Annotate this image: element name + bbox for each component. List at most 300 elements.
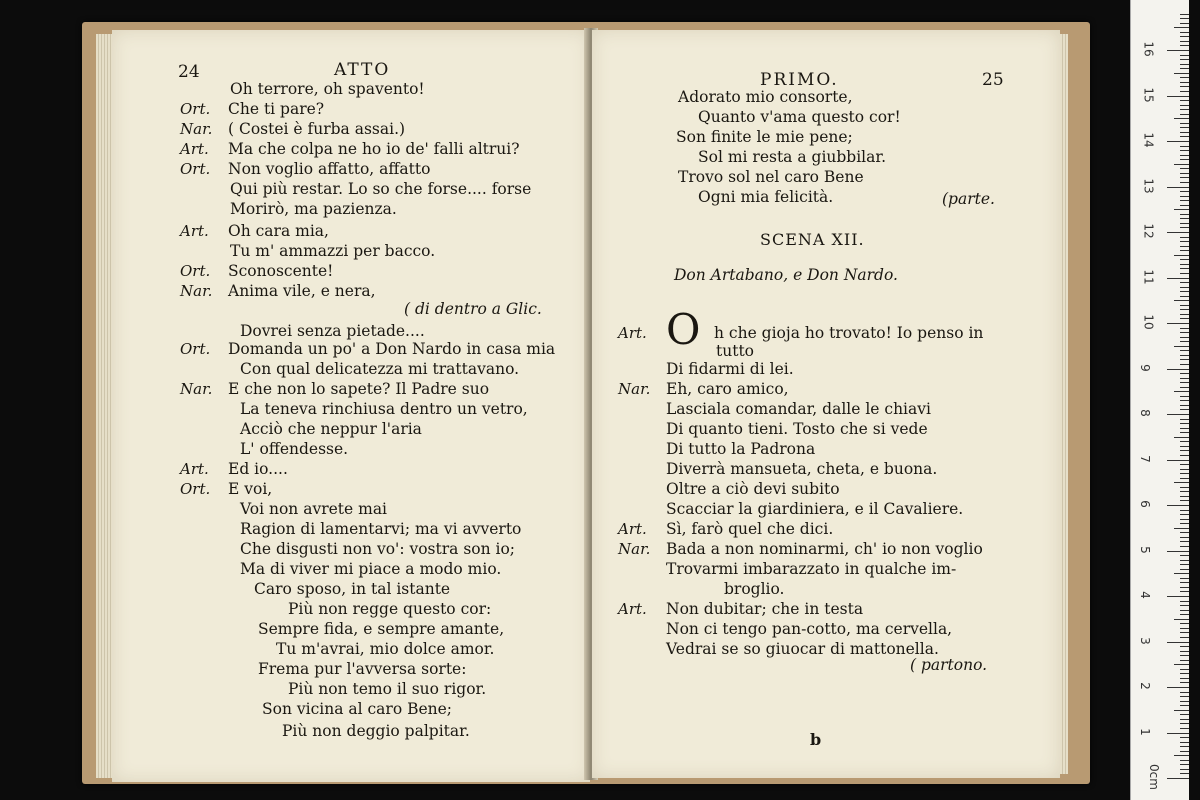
text-line [240,322,425,341]
line-text: Morirò, ma pazienza. [230,200,397,218]
ruler-tick [1180,669,1189,670]
ruler-tick [1167,687,1189,688]
drop-cap: O [666,305,701,354]
text-line [230,180,531,199]
ruler-number: 8 [1137,409,1152,417]
line-text: Qui più restar. Lo so che forse.... forse [230,180,532,198]
ruler-tick [1180,282,1189,283]
ruler-tick [1180,673,1189,674]
stage-direction: ( partono. [910,656,988,674]
line-text: Acciò che neppur l'aria [240,420,422,438]
ruler-tick [1180,305,1189,306]
speaker-label: Ort. [180,262,211,280]
text-line [288,600,491,619]
ruler-tick [1180,314,1189,315]
line-text: Tu m' ammazzi per bacco. [230,242,436,260]
speaker-label: Nar. [618,540,651,558]
ruler-tick [1180,182,1189,183]
text-line [666,480,840,499]
ruler-tick [1180,655,1189,656]
ruler-tick [1180,510,1189,511]
ruler-tick [1180,250,1189,251]
ruler-tick [1180,341,1189,342]
ruler-tick [1174,164,1189,165]
text-line [180,160,430,179]
ruler-number: 11 [1141,268,1156,285]
ruler-tick [1180,59,1189,60]
line-text: Ed io.... [228,460,288,478]
ruler-tick [1180,159,1189,160]
ruler-tick [1180,432,1189,433]
ruler-tick [1180,77,1189,78]
text-line [180,282,376,301]
ruler-tick [1180,132,1189,133]
ruler-tick [1180,396,1189,397]
ruler-tick [1180,173,1189,174]
ruler-tick [1167,369,1189,370]
ruler-number: 1 [1137,727,1152,736]
text-line [288,680,486,699]
scene-characters: Don Artabano, e Don Nardo. [674,266,898,284]
ruler-number: 16 [1141,41,1156,57]
ruler-tick [1174,664,1189,665]
line-text: Lasciala comandar, dalle le chiavi [666,400,931,418]
ruler-tick [1174,73,1189,74]
ruler-tick [1180,519,1189,520]
ruler-tick [1180,214,1189,215]
measuring-ruler [1130,0,1189,800]
ruler-tick [1180,587,1189,588]
ruler-tick [1180,419,1189,420]
text-line: Son finite le mie pene; [676,128,853,146]
ruler-tick [1180,555,1189,556]
text-line [180,100,324,119]
ruler-number: 3 [1137,636,1152,645]
ruler-tick [1180,45,1189,46]
ruler-tick [1180,355,1189,356]
ruler-tick [1180,705,1189,706]
ruler-tick [1167,187,1189,188]
ruler-tick [1180,428,1189,429]
text-line [180,140,520,159]
ruler-tick [1174,118,1189,119]
text-line [180,120,405,139]
ruler-tick [1180,237,1189,238]
line-text: Vedrai se so giuocar di mattonella. [666,640,939,658]
ruler-tick [1180,605,1189,606]
line-text: Oltre a ciò devi subito [666,480,840,498]
line-text: Di tutto la Padrona [666,440,816,458]
speaker-label: Art. [618,520,647,538]
right-page [592,30,1060,778]
text-line [618,600,863,619]
ruler-tick [1174,528,1189,529]
ruler-tick [1180,723,1189,724]
text-line [666,460,937,479]
ruler-tick [1180,469,1189,470]
ruler-tick [1180,478,1189,479]
line-text: Con qual delicatezza mi trattavano. [240,360,520,378]
ruler-tick [1180,291,1189,292]
ruler-tick [1180,309,1189,310]
ruler-tick [1180,100,1189,101]
ruler-tick [1180,637,1189,638]
ruler-tick [1180,55,1189,56]
ruler-tick [1180,337,1189,338]
text-line [240,400,528,419]
line-text: Più non temo il suo rigor. [288,680,487,698]
ruler-tick [1180,719,1189,720]
ruler-tick [1180,364,1189,365]
ruler-tick [1180,610,1189,611]
line-text: Tu m'avrai, mio dolce amor. [276,640,495,658]
ruler-tick [1180,532,1189,533]
signature-mark: b [810,730,822,749]
text-line [276,640,494,659]
ruler-tick [1174,209,1189,210]
line-text: L' offendesse. [240,440,349,458]
ruler-tick [1180,546,1189,547]
text-line [180,460,288,479]
ruler-tick [1180,455,1189,456]
ruler-number: 5 [1137,545,1152,554]
ruler-tick [1180,227,1189,228]
ruler-tick [1180,146,1189,147]
ruler-tick [1180,601,1189,602]
ruler-tick [1180,168,1189,169]
speaker-label: Art. [618,600,647,618]
ruler-tick [1180,660,1189,661]
ruler-tick [1180,387,1189,388]
text-line: Sol mi resta a giubbilar. [698,148,887,166]
text-line [666,420,928,439]
ruler-tick [1180,701,1189,702]
ruler-tick [1174,346,1189,347]
ruler-tick [1180,218,1189,219]
line-text: broglio. [724,580,785,598]
ruler-tick [1180,350,1189,351]
left-page [112,30,590,782]
text-line [180,262,333,281]
text-line [240,420,422,439]
ruler-tick [1180,614,1189,615]
text-line [666,640,939,659]
text-line [666,560,956,579]
ruler-tick [1180,737,1189,738]
line-text: Sì, farò quel che dici. [666,520,834,538]
ruler-tick [1180,36,1189,37]
text-line [230,80,425,99]
ruler-tick [1180,64,1189,65]
ruler-tick [1180,41,1189,42]
page-number: 25 [982,70,1004,90]
text-line [240,560,501,579]
speaker-label: Ort. [180,100,211,118]
ruler-tick [1167,596,1189,597]
line-text: Frema pur l'avversa sorte: [258,660,467,678]
ruler-tick [1180,578,1189,579]
ruler-tick [1180,23,1189,24]
ruler-tick [1180,487,1189,488]
ruler-tick [1180,259,1189,260]
line-text: La teneva rinchiusa dentro un vetro, [240,400,528,418]
ruler-tick [1180,68,1189,69]
text-line [180,480,272,499]
speaker-label: Nar. [180,282,213,300]
line-text: Ma che colpa ne ho io de' falli altrui? [228,140,520,158]
line-text: Voi non avrete mai [240,500,388,518]
text-line [716,342,754,361]
ruler-tick [1180,400,1189,401]
ruler-tick [1174,437,1189,438]
ruler-tick [1180,523,1189,524]
text-line [666,440,815,459]
ruler-number: 15 [1141,86,1156,103]
ruler-tick [1180,268,1189,269]
ruler-tick [1180,450,1189,451]
ruler-tick [1167,414,1189,415]
ruler-tick [1180,91,1189,92]
text-line [240,500,387,519]
line-text: Ma di viver mi piace a modo mio. [240,560,502,578]
ruler-tick [1180,246,1189,247]
ruler-tick [1180,632,1189,633]
ruler-tick [1180,287,1189,288]
ruler-number: 4 [1137,591,1152,599]
ruler-tick [1180,696,1189,697]
text-line [404,300,542,319]
text-line [240,360,519,379]
ruler-tick [1180,105,1189,106]
ruler-tick [1180,491,1189,492]
ruler-tick [1180,14,1189,15]
ruler-tick [1180,496,1189,497]
ruler-tick [1180,223,1189,224]
ruler-tick [1180,378,1189,379]
line-text: Son vicina al caro Bene; [262,700,453,718]
ruler-number: 7 [1137,454,1152,463]
line-text: Domanda un po' a Don Nardo in casa mia [228,340,556,358]
line-text: Di quanto tieni. Tosto che si vede [666,420,928,438]
text-line [666,400,931,419]
ruler-tick [1167,141,1189,142]
ruler-tick [1180,109,1189,110]
ruler-tick [1174,27,1189,28]
speaker-label: Nar. [180,380,213,398]
speaker-label: Ort. [180,480,211,498]
speaker-label: Nar. [180,120,213,138]
ruler-tick [1167,323,1189,324]
ruler-tick [1180,86,1189,87]
ruler-tick [1180,82,1189,83]
speaker-label: Art. [180,460,209,478]
ruler-tick [1174,755,1189,756]
ruler-tick [1180,155,1189,156]
text-line: Quanto v'ama questo cor! [698,108,901,126]
line-text: tutto [716,342,755,360]
running-header: ATTO [334,60,391,80]
line-text: Più non deggio palpitar. [282,722,470,740]
ruler-tick [1174,391,1189,392]
speaker-label: Ort. [180,340,211,358]
text-line: Adorato mio consorte, [678,88,853,106]
ruler-tick [1180,273,1189,274]
line-text: Che ti pare? [228,100,325,118]
ruler-tick [1180,591,1189,592]
speaker-label: Art. [180,140,209,158]
ruler-tick [1180,769,1189,770]
text-line [258,620,504,639]
text-line [262,700,452,719]
line-text: Non ci tengo pan-cotto, ma cervella, [666,620,953,638]
ruler-tick [1180,678,1189,679]
text-line [666,620,952,639]
text-line [618,380,789,399]
ruler-tick [1167,96,1189,97]
ruler-tick [1180,241,1189,242]
line-text: Scacciar la giardiniera, e il Cavaliere. [666,500,964,518]
line-text: Non dubitar; che in testa [666,600,864,618]
line-text: Bada a non nominarmi, ch' io non voglio [666,540,983,558]
text-line [180,340,555,359]
ruler-tick [1180,127,1189,128]
ruler-tick [1180,177,1189,178]
ruler-tick [1180,423,1189,424]
ruler-tick [1180,200,1189,201]
ruler-tick [1180,728,1189,729]
ruler-tick [1180,560,1189,561]
text-line [230,242,435,261]
text-line [666,360,794,379]
text-line [282,722,470,741]
line-text: Eh, caro amico, [666,380,789,398]
line-text: Oh cara mia, [228,222,329,240]
ruler-number: 0cm [1146,764,1161,790]
ruler-tick [1180,123,1189,124]
ruler-tick [1180,623,1189,624]
line-text: Più non regge questo cor: [288,600,492,618]
ruler-tick [1180,373,1189,374]
line-text: Dovrei senza pietade.... [240,322,425,340]
line-text: Oh terrore, oh spavento! [230,80,425,98]
text-line [180,380,489,399]
stage-direction: (parte. [942,190,995,208]
line-text: E voi, [228,480,273,498]
ruler-tick [1180,582,1189,583]
ruler-tick [1180,751,1189,752]
ruler-tick [1180,441,1189,442]
line-text: Trovarmi imbarazzato in qualche im- [666,560,957,578]
line-text: Non voglio affatto, affatto [228,160,431,178]
line-text: ( di dentro a Glic. [404,300,542,318]
ruler-tick [1180,541,1189,542]
text-line [240,540,515,559]
ruler-tick [1180,742,1189,743]
ruler-tick [1180,191,1189,192]
ruler-tick [1180,264,1189,265]
text-line [618,324,983,343]
ruler-number: 14 [1141,132,1156,148]
ruler-tick [1180,405,1189,406]
ruler-tick [1180,18,1189,19]
ruler-tick [1180,760,1189,761]
ruler-tick [1174,710,1189,711]
ruler-number: 13 [1141,177,1156,194]
ruler-tick [1180,446,1189,447]
ruler-tick [1180,682,1189,683]
ruler-tick [1180,136,1189,137]
ruler-tick [1180,646,1189,647]
ruler-tick [1180,564,1189,565]
ruler-tick [1180,196,1189,197]
ruler-tick [1167,460,1189,461]
speaker-label: Nar. [618,380,651,398]
line-text: Diverrà mansueta, cheta, e buona. [666,460,938,478]
ruler-tick [1180,764,1189,765]
text-line [618,540,983,559]
ruler-tick [1167,232,1189,233]
ruler-tick [1167,50,1189,51]
ruler-tick [1174,573,1189,574]
text-line [180,222,329,241]
ruler-tick [1180,464,1189,465]
ruler-tick [1180,514,1189,515]
ruler-tick [1180,773,1189,774]
ruler-number: 2 [1137,682,1152,690]
text-line [240,440,348,459]
line-text: Che disgusti non vo': vostra son io; [240,540,516,558]
ruler-number: 6 [1137,500,1152,508]
page-number: 24 [178,62,200,82]
ruler-number: 12 [1141,223,1156,239]
scene-title: SCENA XII. [760,230,865,249]
ruler-tick [1180,359,1189,360]
speaker-label: Art. [618,324,647,342]
text-line [724,580,785,599]
ruler-tick [1180,714,1189,715]
ruler-tick [1174,619,1189,620]
ruler-tick [1180,746,1189,747]
text-line: Ogni mia felicità. [698,188,834,206]
text-line [254,580,450,599]
line-text: Di fidarmi di lei. [666,360,794,378]
text-line [666,500,963,519]
line-text: ( Costei è furba assai.) [228,120,406,138]
ruler-tick [1167,505,1189,506]
ruler-tick [1180,628,1189,629]
speaker-label: Ort. [180,160,211,178]
ruler-tick [1174,255,1189,256]
ruler-number: 9 [1137,363,1152,372]
ruler-tick [1180,114,1189,115]
ruler-tick [1180,332,1189,333]
text-line [258,660,466,679]
ruler-tick [1180,569,1189,570]
ruler-tick [1180,382,1189,383]
line-text: Caro sposo, in tal istante [254,580,451,598]
speaker-label: Art. [180,222,209,240]
ruler-tick [1167,733,1189,734]
line-text: Ragion di lamentarvi; ma vi avverto [240,520,522,538]
ruler-tick [1180,328,1189,329]
ruler-tick [1180,692,1189,693]
ruler-tick [1180,150,1189,151]
ruler-tick [1180,32,1189,33]
text-line [230,200,397,219]
ruler-tick [1180,318,1189,319]
text-line [618,520,833,539]
ruler-tick [1180,537,1189,538]
